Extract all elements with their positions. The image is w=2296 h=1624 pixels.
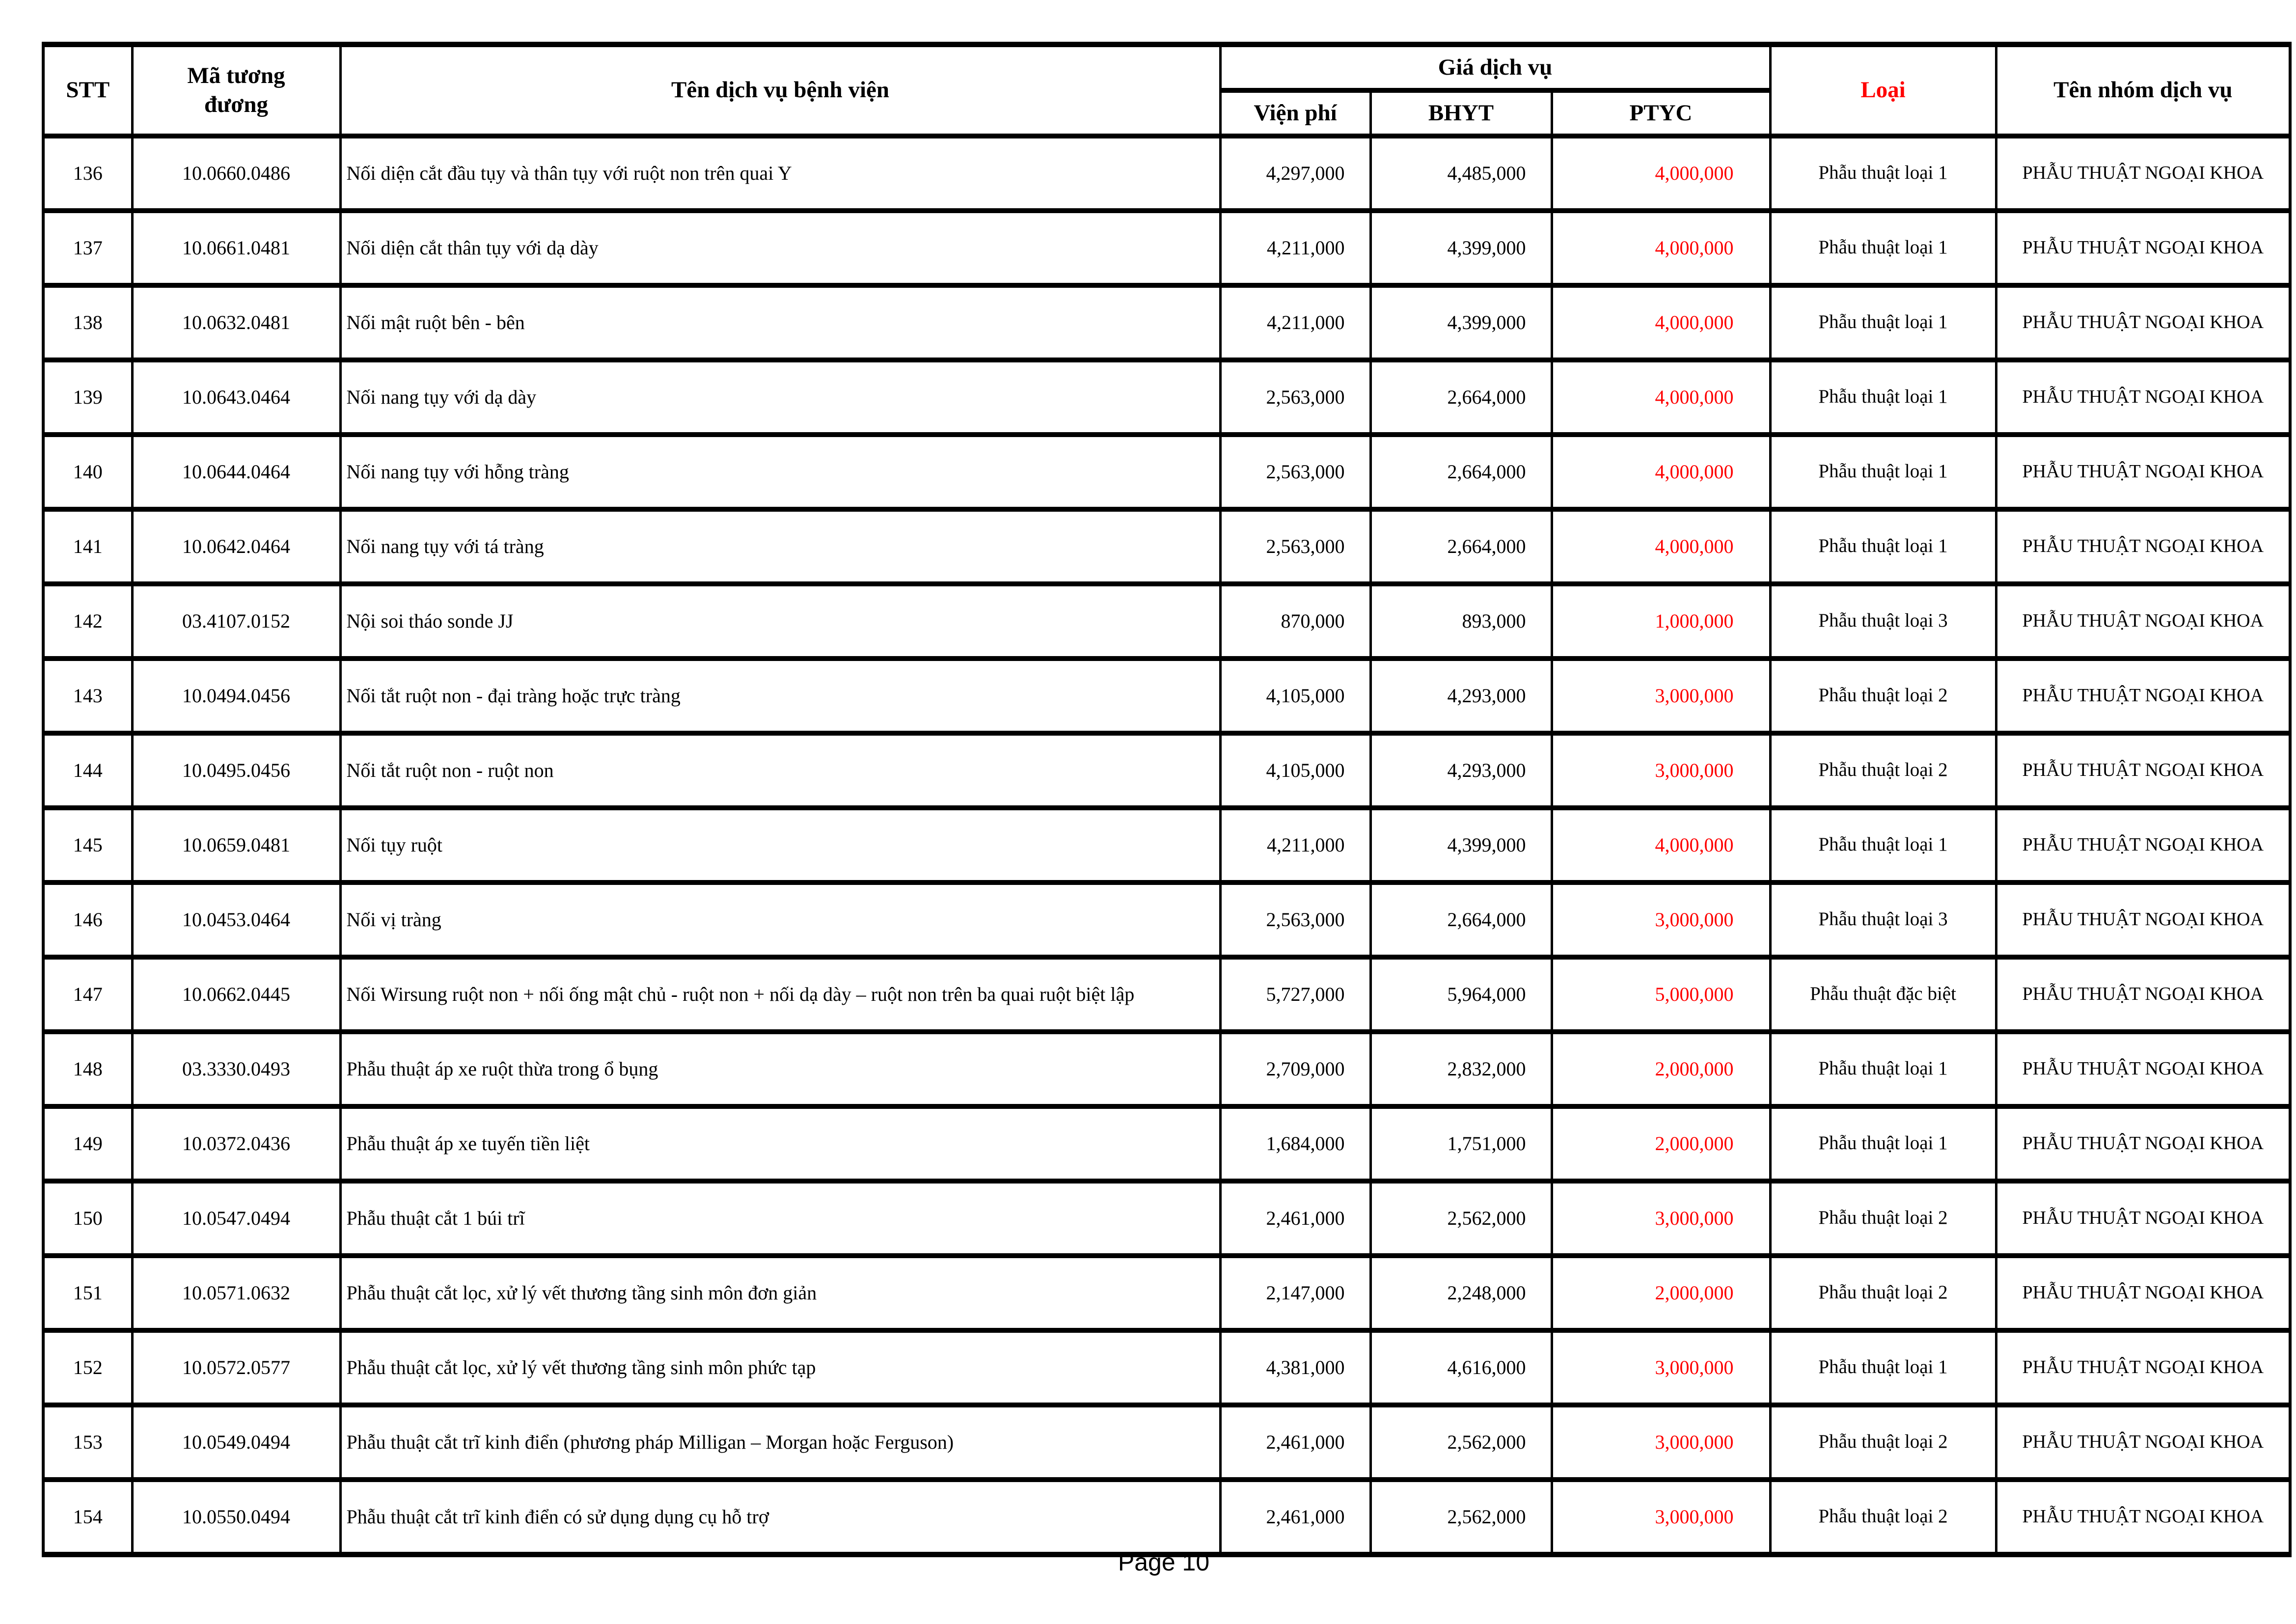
- cell-stt: 138: [43, 285, 132, 360]
- cell-ptyc: 2,000,000: [1552, 1256, 1770, 1330]
- cell-code: 10.0632.0481: [132, 285, 340, 360]
- col-header-service-name: Tên dịch vụ bệnh viện: [340, 45, 1220, 136]
- cell-vien-phi: 2,709,000: [1220, 1032, 1370, 1106]
- cell-stt: 145: [43, 808, 132, 882]
- cell-service-name: Nối tụy ruột: [340, 808, 1220, 882]
- col-header-bhyt: BHYT: [1370, 90, 1552, 136]
- cell-group-name: PHẪU THUẬT NGOẠI KHOA: [1996, 211, 2290, 285]
- cell-service-name: Nội soi tháo sonde JJ: [340, 584, 1220, 659]
- col-header-ptyc: PTYC: [1552, 90, 1770, 136]
- cell-ptyc: 3,000,000: [1552, 733, 1770, 808]
- cell-vien-phi: 4,105,000: [1220, 733, 1370, 808]
- cell-stt: 150: [43, 1181, 132, 1256]
- cell-group-name: PHẪU THUẬT NGOẠI KHOA: [1996, 1330, 2290, 1405]
- cell-bhyt: 4,399,000: [1370, 285, 1552, 360]
- cell-group-name: PHẪU THUẬT NGOẠI KHOA: [1996, 1405, 2290, 1480]
- cell-stt: 143: [43, 659, 132, 733]
- cell-code: 10.0660.0486: [132, 136, 340, 211]
- cell-vien-phi: 2,147,000: [1220, 1256, 1370, 1330]
- cell-code: 10.0642.0464: [132, 509, 340, 584]
- cell-vien-phi: 4,297,000: [1220, 136, 1370, 211]
- cell-loai: Phẫu thuật đặc biệt: [1770, 957, 1996, 1032]
- table-row: [43, 1256, 2290, 1330]
- cell-bhyt: 5,964,000: [1370, 957, 1552, 1032]
- cell-bhyt: 2,562,000: [1370, 1181, 1552, 1256]
- cell-code: 10.0644.0464: [132, 435, 340, 509]
- cell-loai: Phẫu thuật loại 2: [1770, 1256, 1996, 1330]
- cell-loai: Phẫu thuật loại 1: [1770, 808, 1996, 882]
- cell-code: 10.0662.0445: [132, 957, 340, 1032]
- cell-code: 10.0550.0494: [132, 1480, 340, 1555]
- table-header: [43, 45, 2290, 136]
- cell-ptyc: 3,000,000: [1552, 1480, 1770, 1555]
- cell-group-name: PHẪU THUẬT NGOẠI KHOA: [1996, 808, 2290, 882]
- table-row: [43, 584, 2290, 659]
- cell-code: 10.0643.0464: [132, 360, 340, 435]
- cell-vien-phi: 4,381,000: [1220, 1330, 1370, 1405]
- cell-bhyt: 4,616,000: [1370, 1330, 1552, 1405]
- cell-ptyc: 3,000,000: [1552, 1330, 1770, 1405]
- cell-ptyc: 4,000,000: [1552, 136, 1770, 211]
- cell-service-name: Phẫu thuật cắt trĩ kinh điển (phương pháp Milligan – Morgan hoặc Ferguson): [340, 1405, 1220, 1480]
- cell-bhyt: 4,293,000: [1370, 659, 1552, 733]
- cell-vien-phi: 1,684,000: [1220, 1106, 1370, 1181]
- cell-vien-phi: 870,000: [1220, 584, 1370, 659]
- cell-stt: 137: [43, 211, 132, 285]
- cell-bhyt: 2,664,000: [1370, 509, 1552, 584]
- table-body: [43, 136, 2290, 1555]
- cell-bhyt: 4,399,000: [1370, 211, 1552, 285]
- cell-ptyc: 2,000,000: [1552, 1032, 1770, 1106]
- cell-bhyt: 893,000: [1370, 584, 1552, 659]
- table-row: [43, 285, 2290, 360]
- cell-loai: Phẫu thuật loại 1: [1770, 1330, 1996, 1405]
- cell-stt: 144: [43, 733, 132, 808]
- cell-loai: Phẫu thuật loại 1: [1770, 435, 1996, 509]
- cell-loai: Phẫu thuật loại 1: [1770, 211, 1996, 285]
- cell-vien-phi: 2,563,000: [1220, 360, 1370, 435]
- cell-ptyc: 1,000,000: [1552, 584, 1770, 659]
- cell-loai: Phẫu thuật loại 1: [1770, 360, 1996, 435]
- cell-code: 10.0494.0456: [132, 659, 340, 733]
- cell-service-name: Nối diện cắt đầu tụy và thân tụy với ruột non trên quai Y: [340, 136, 1220, 211]
- cell-loai: Phẫu thuật loại 1: [1770, 136, 1996, 211]
- col-header-group-name: Tên nhóm dịch vụ: [1996, 45, 2290, 136]
- cell-bhyt: 2,248,000: [1370, 1256, 1552, 1330]
- cell-stt: 148: [43, 1032, 132, 1106]
- cell-service-name: Phẫu thuật cắt 1 búi trĩ: [340, 1181, 1220, 1256]
- cell-loai: Phẫu thuật loại 1: [1770, 1106, 1996, 1181]
- cell-vien-phi: 2,563,000: [1220, 435, 1370, 509]
- cell-vien-phi: 2,461,000: [1220, 1181, 1370, 1256]
- cell-vien-phi: 5,727,000: [1220, 957, 1370, 1032]
- cell-loai: Phẫu thuật loại 3: [1770, 584, 1996, 659]
- cell-group-name: PHẪU THUẬT NGOẠI KHOA: [1996, 1480, 2290, 1555]
- cell-bhyt: 2,562,000: [1370, 1405, 1552, 1480]
- cell-code: 10.0495.0456: [132, 733, 340, 808]
- cell-vien-phi: 4,105,000: [1220, 659, 1370, 733]
- cell-vien-phi: 2,563,000: [1220, 509, 1370, 584]
- table-row: [43, 136, 2290, 211]
- col-header-price-group: Giá dịch vụ: [1220, 45, 1770, 90]
- cell-code: 10.0572.0577: [132, 1330, 340, 1405]
- cell-code: 03.3330.0493: [132, 1032, 340, 1106]
- cell-code: 10.0372.0436: [132, 1106, 340, 1181]
- header-row-1: [43, 45, 2290, 90]
- cell-group-name: PHẪU THUẬT NGOẠI KHOA: [1996, 659, 2290, 733]
- cell-service-name: Phẫu thuật cắt lọc, xử lý vết thương tầng sinh môn đơn giản: [340, 1256, 1220, 1330]
- cell-stt: 149: [43, 1106, 132, 1181]
- cell-loai: Phẫu thuật loại 2: [1770, 733, 1996, 808]
- cell-group-name: PHẪU THUẬT NGOẠI KHOA: [1996, 733, 2290, 808]
- cell-ptyc: 2,000,000: [1552, 1106, 1770, 1181]
- cell-group-name: PHẪU THUẬT NGOẠI KHOA: [1996, 584, 2290, 659]
- cell-stt: 139: [43, 360, 132, 435]
- cell-group-name: PHẪU THUẬT NGOẠI KHOA: [1996, 1181, 2290, 1256]
- table-row: [43, 211, 2290, 285]
- table-row: [43, 659, 2290, 733]
- cell-group-name: PHẪU THUẬT NGOẠI KHOA: [1996, 957, 2290, 1032]
- cell-service-name: Nối nang tụy với dạ dày: [340, 360, 1220, 435]
- cell-bhyt: 1,751,000: [1370, 1106, 1552, 1181]
- table-row: [43, 1480, 2290, 1555]
- cell-ptyc: 3,000,000: [1552, 1181, 1770, 1256]
- cell-vien-phi: 2,461,000: [1220, 1480, 1370, 1555]
- cell-service-name: Nối nang tụy với hỗng tràng: [340, 435, 1220, 509]
- cell-vien-phi: 2,461,000: [1220, 1405, 1370, 1480]
- cell-group-name: PHẪU THUẬT NGOẠI KHOA: [1996, 136, 2290, 211]
- col-header-code-label: Mã tương đương: [187, 63, 285, 117]
- col-header-stt: STT: [43, 45, 132, 136]
- cell-stt: 151: [43, 1256, 132, 1330]
- cell-code: 10.0453.0464: [132, 882, 340, 957]
- cell-stt: 154: [43, 1480, 132, 1555]
- col-header-loai: Loại: [1770, 45, 1996, 136]
- cell-bhyt: 4,485,000: [1370, 136, 1552, 211]
- cell-service-name: Phẫu thuật áp xe tuyến tiền liệt: [340, 1106, 1220, 1181]
- col-header-code: [132, 45, 340, 136]
- cell-service-name: Phẫu thuật cắt trĩ kinh điển có sử dụng dụng cụ hỗ trợ: [340, 1480, 1220, 1555]
- cell-stt: 141: [43, 509, 132, 584]
- cell-code: 10.0571.0632: [132, 1256, 340, 1330]
- cell-loai: Phẫu thuật loại 2: [1770, 1480, 1996, 1555]
- cell-service-name: Nối diện cắt thân tụy với dạ dày: [340, 211, 1220, 285]
- cell-ptyc: 4,000,000: [1552, 360, 1770, 435]
- table-row: [43, 435, 2290, 509]
- cell-ptyc: 3,000,000: [1552, 659, 1770, 733]
- cell-loai: Phẫu thuật loại 2: [1770, 1181, 1996, 1256]
- cell-service-name: Nối vị tràng: [340, 882, 1220, 957]
- cell-ptyc: 3,000,000: [1552, 1405, 1770, 1480]
- service-price-table: [42, 42, 2292, 1557]
- cell-vien-phi: 4,211,000: [1220, 285, 1370, 360]
- cell-stt: 147: [43, 957, 132, 1032]
- cell-ptyc: 5,000,000: [1552, 957, 1770, 1032]
- cell-vien-phi: 2,563,000: [1220, 882, 1370, 957]
- cell-ptyc: 4,000,000: [1552, 211, 1770, 285]
- cell-stt: 142: [43, 584, 132, 659]
- cell-service-name: Nối tắt ruột non - ruột non: [340, 733, 1220, 808]
- cell-ptyc: 4,000,000: [1552, 808, 1770, 882]
- table-row: [43, 360, 2290, 435]
- cell-vien-phi: 4,211,000: [1220, 808, 1370, 882]
- cell-service-name: Phẫu thuật cắt lọc, xử lý vết thương tầng sinh môn phức tạp: [340, 1330, 1220, 1405]
- table-row: [43, 882, 2290, 957]
- cell-bhyt: 2,832,000: [1370, 1032, 1552, 1106]
- cell-group-name: PHẪU THUẬT NGOẠI KHOA: [1996, 360, 2290, 435]
- cell-code: 10.0659.0481: [132, 808, 340, 882]
- cell-code: 10.0547.0494: [132, 1181, 340, 1256]
- cell-stt: 136: [43, 136, 132, 211]
- cell-ptyc: 4,000,000: [1552, 509, 1770, 584]
- table-row: [43, 1330, 2290, 1405]
- cell-loai: Phẫu thuật loại 3: [1770, 882, 1996, 957]
- cell-service-name: Nối mật ruột bên - bên: [340, 285, 1220, 360]
- table-row: [43, 1181, 2290, 1256]
- cell-bhyt: 2,562,000: [1370, 1480, 1552, 1555]
- cell-bhyt: 4,293,000: [1370, 733, 1552, 808]
- cell-loai: Phẫu thuật loại 1: [1770, 509, 1996, 584]
- cell-ptyc: 4,000,000: [1552, 285, 1770, 360]
- table-row: [43, 733, 2290, 808]
- cell-service-name: Nối nang tụy với tá tràng: [340, 509, 1220, 584]
- cell-code: 10.0661.0481: [132, 211, 340, 285]
- table-row: [43, 509, 2290, 584]
- cell-ptyc: 3,000,000: [1552, 882, 1770, 957]
- cell-service-name: Nối Wirsung ruột non + nối ống mật chủ - ruột non + nối dạ dày – ruột non trên ba quai ruột biệt lập: [340, 957, 1220, 1032]
- cell-group-name: PHẪU THUẬT NGOẠI KHOA: [1996, 285, 2290, 360]
- cell-group-name: PHẪU THUẬT NGOẠI KHOA: [1996, 1106, 2290, 1181]
- cell-group-name: PHẪU THUẬT NGOẠI KHOA: [1996, 882, 2290, 957]
- cell-loai: Phẫu thuật loại 1: [1770, 1032, 1996, 1106]
- cell-loai: Phẫu thuật loại 2: [1770, 1405, 1996, 1480]
- table-row: [43, 957, 2290, 1032]
- cell-loai: Phẫu thuật loại 1: [1770, 285, 1996, 360]
- cell-group-name: PHẪU THUẬT NGOẠI KHOA: [1996, 509, 2290, 584]
- table-row: [43, 1032, 2290, 1106]
- table-row: [43, 1405, 2290, 1480]
- cell-stt: 153: [43, 1405, 132, 1480]
- cell-vien-phi: 4,211,000: [1220, 211, 1370, 285]
- cell-group-name: PHẪU THUẬT NGOẠI KHOA: [1996, 435, 2290, 509]
- cell-bhyt: 2,664,000: [1370, 360, 1552, 435]
- cell-loai: Phẫu thuật loại 2: [1770, 659, 1996, 733]
- cell-stt: 152: [43, 1330, 132, 1405]
- cell-bhyt: 2,664,000: [1370, 435, 1552, 509]
- cell-bhyt: 4,399,000: [1370, 808, 1552, 882]
- cell-stt: 140: [43, 435, 132, 509]
- cell-service-name: Phẫu thuật áp xe ruột thừa trong ổ bụng: [340, 1032, 1220, 1106]
- page-number: Page 10: [1118, 1548, 1210, 1576]
- cell-ptyc: 4,000,000: [1552, 435, 1770, 509]
- cell-stt: 146: [43, 882, 132, 957]
- table-row: [43, 1106, 2290, 1181]
- cell-group-name: PHẪU THUẬT NGOẠI KHOA: [1996, 1256, 2290, 1330]
- cell-bhyt: 2,664,000: [1370, 882, 1552, 957]
- table-row: [43, 808, 2290, 882]
- cell-code: 03.4107.0152: [132, 584, 340, 659]
- col-header-vien-phi: Viện phí: [1220, 90, 1370, 136]
- cell-code: 10.0549.0494: [132, 1405, 340, 1480]
- cell-service-name: Nối tắt ruột non - đại tràng hoặc trực tràng: [340, 659, 1220, 733]
- cell-group-name: PHẪU THUẬT NGOẠI KHOA: [1996, 1032, 2290, 1106]
